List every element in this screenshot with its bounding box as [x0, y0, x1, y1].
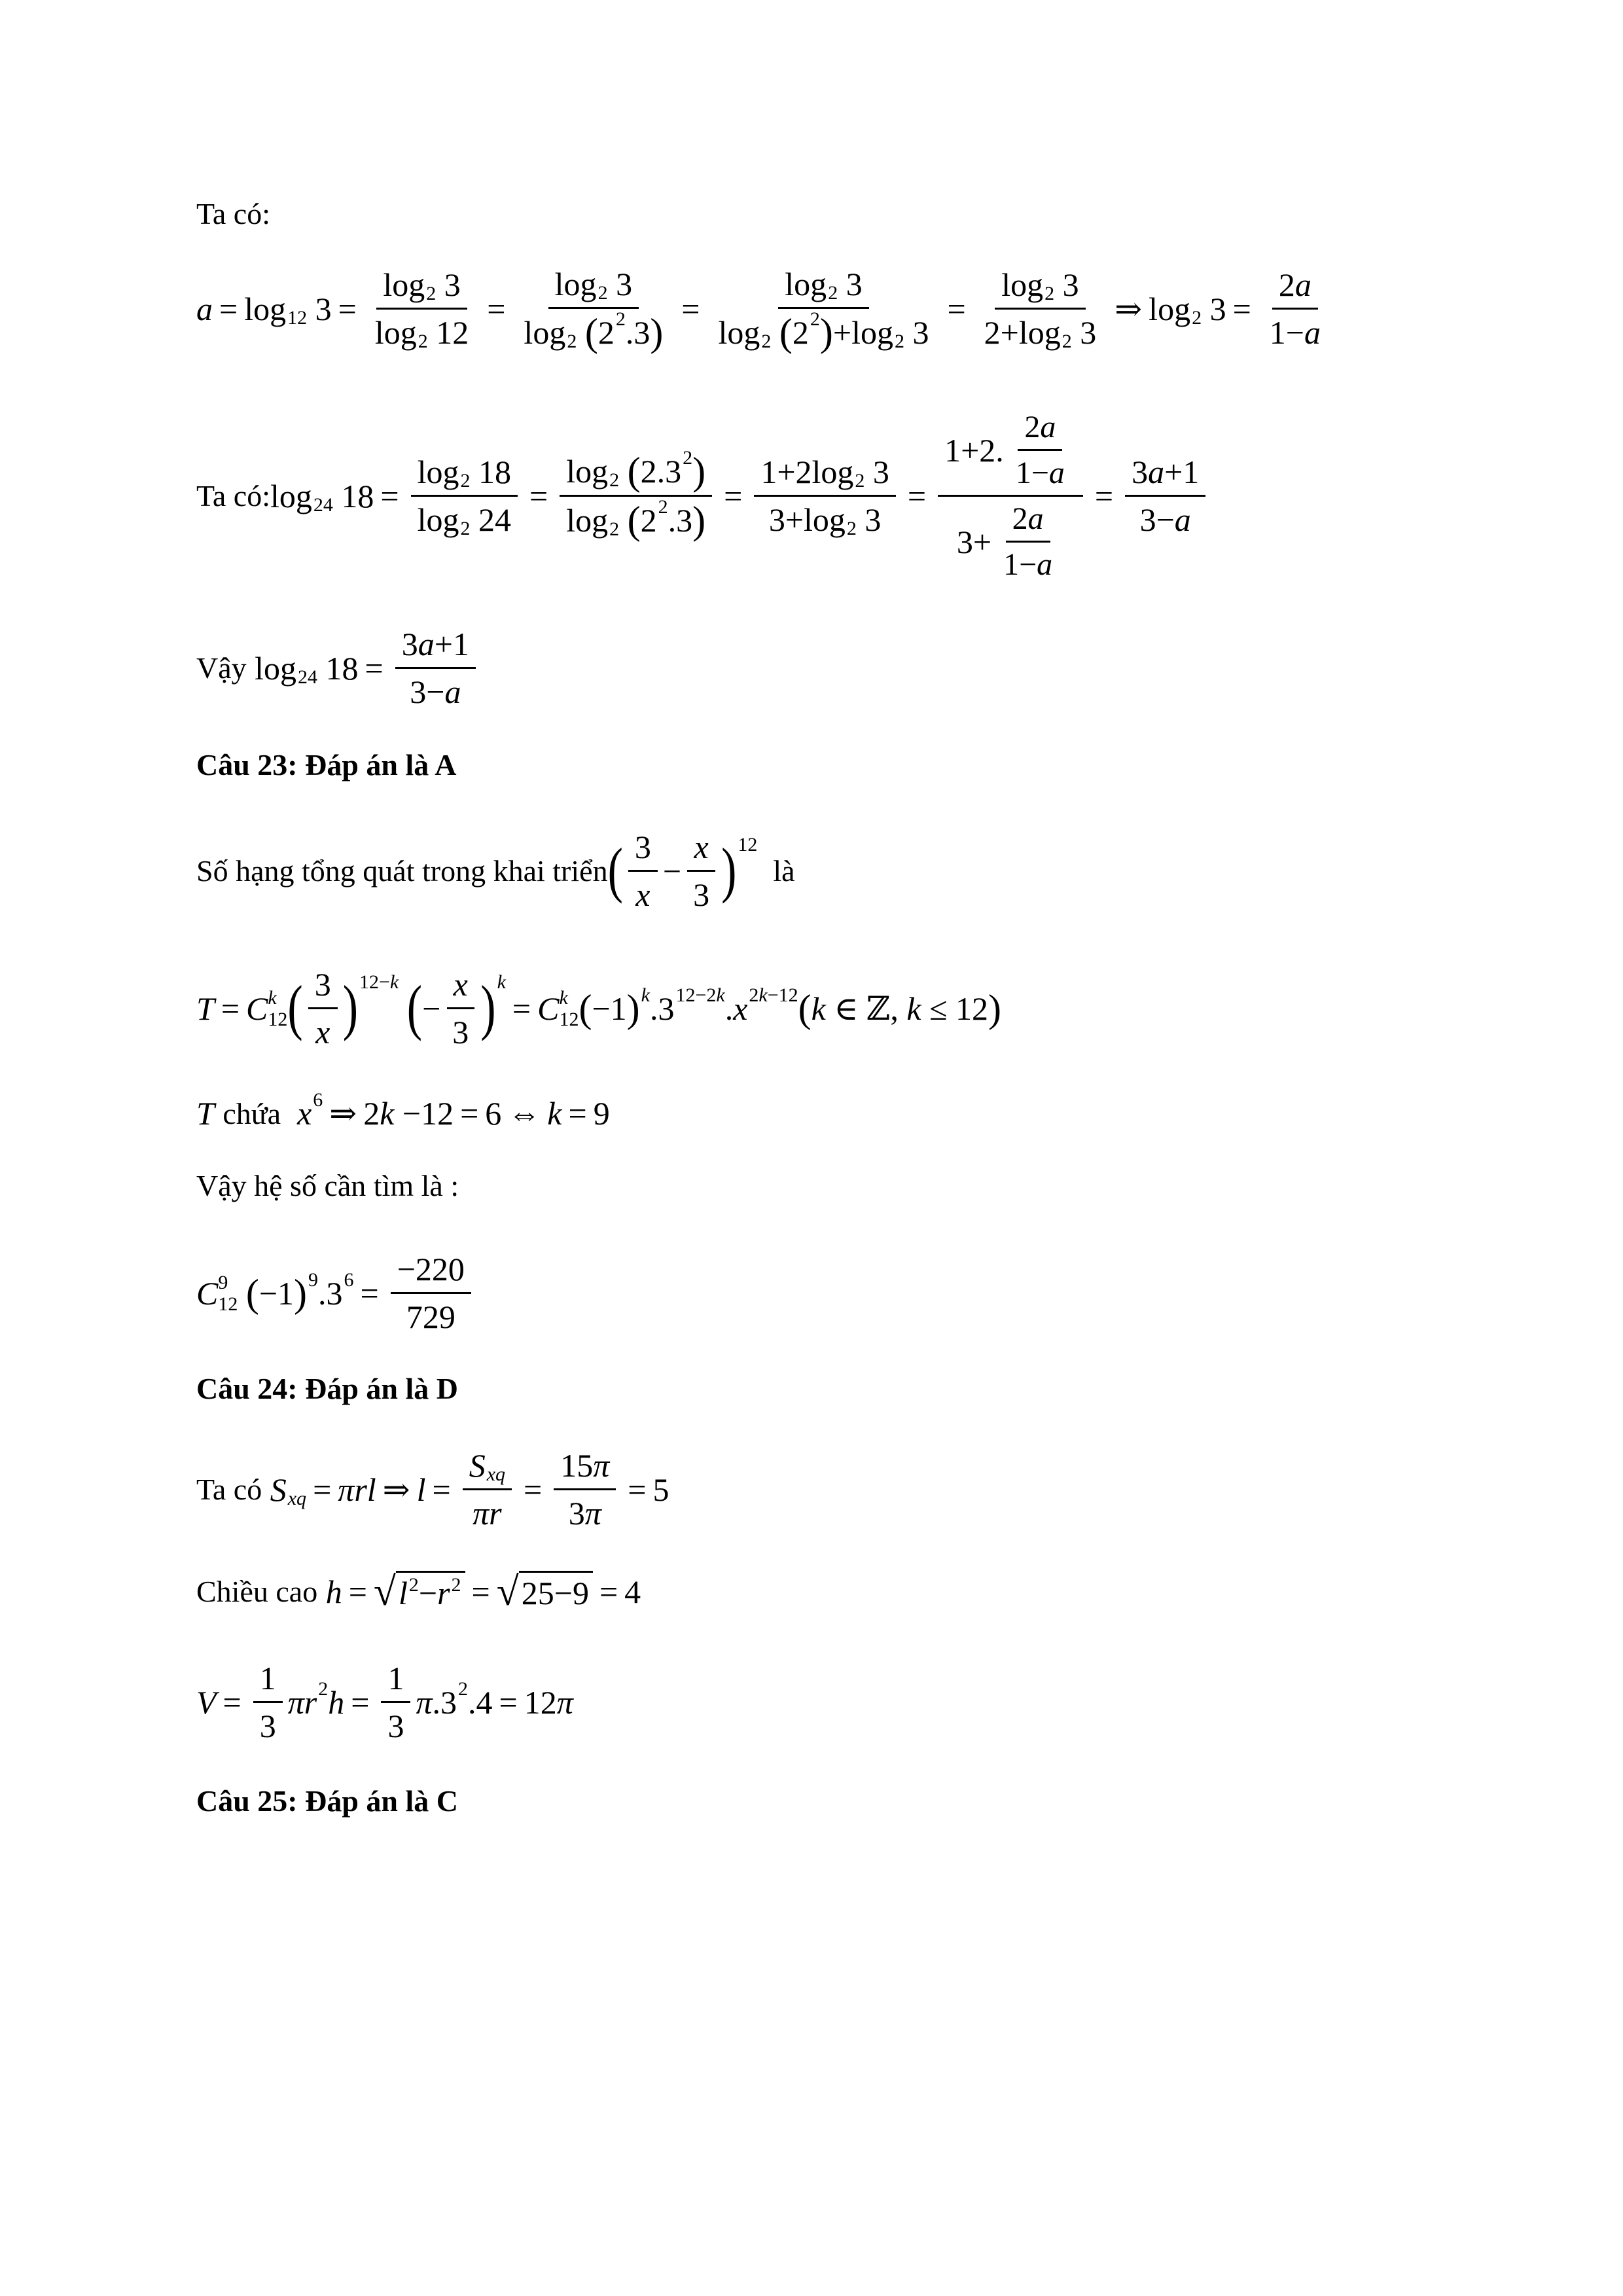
math-expression: a = log 12 3 = log 2 3 log 2 12 = log 2 3 log 2 ( 2 2 .3 ) = log 2 3 log 2 ( 2 2 ) +log 2 3 = log 2 3 2+log 2 3 ⇒ log 2 3 = 2 a 1− a [196, 266, 1321, 354]
equation-volume [196, 1659, 573, 1745]
math-expression: h = √ $l^2-r^2$ = √ 25−9 = 4 [325, 1570, 641, 1614]
equation-coefficient [196, 1250, 476, 1336]
math-expression: T = C k 12 ( $\frac{3}{x}$ ) 12−k ( − $\frac{x}{3}$ ) k = C k 12 ( −1 ) k .3 12−2k . x 2k−12 ( k ∈ ℤ, k ≤ 12 ) [196, 966, 1002, 1050]
text-so-hang [196, 828, 795, 914]
math-expression: log 24 18 = log 2 18 log 2 24 = log 2 ( 2.3 2 ) log 2 ( 2 2 .3 ) = 1+2log 2 3 3+log 2 3 = 1+2. 2 a 1− a 3+ 2 a 1− a = 3 a +1 3− a [270, 409, 1211, 583]
equation-log24-18 [196, 409, 1211, 583]
math-expression: log 24 18 = 3 a +1 3− a [247, 625, 481, 711]
chieu-cao-text: Chiều cao [196, 1575, 318, 1608]
question-heading: Câu 23: Đáp án là A [196, 748, 457, 781]
math-expression: T [196, 1095, 215, 1132]
text-line-ta-co-1 [196, 196, 270, 231]
ta-co-label-3: Ta có [196, 1473, 262, 1506]
equation-sxq [196, 1446, 669, 1532]
vay-he-so-text: Vậy hệ số cần tìm là : [196, 1169, 459, 1202]
math-expression: V = $\frac{1}{3}$ πr 2 h = $\frac{1}{3}$ π .3 2 .4 = 12 π [196, 1660, 573, 1744]
ta-co-label: Ta có: [196, 197, 271, 230]
so-hang-text: Số hạng tổng quát trong khai triển [196, 854, 608, 888]
equation-vay-log24-18 [196, 625, 481, 711]
text-vay-he-so [196, 1168, 459, 1203]
vay-label: Vậy [196, 651, 247, 685]
chua-text: chứa [223, 1096, 281, 1130]
math-expression: C 9 12 ( −1 ) 9 .3 6 = $\frac{-220}{729}$ [196, 1250, 476, 1336]
equation-t-chua [196, 1089, 610, 1132]
la-text: là [773, 854, 795, 888]
question-heading: Câu 25: Đáp án là C [196, 1784, 459, 1818]
heading-cau-24 [196, 1371, 458, 1406]
question-heading: Câu 24: Đáp án là D [196, 1372, 459, 1405]
math-expression: ( $\frac{3}{x}$ − $\frac{x}{3}$ ) 12 [607, 829, 758, 913]
math-expression: S xq = πrl ⇒ l = S xq πr = 15 π 3 π = 5 [270, 1447, 669, 1532]
ta-co-label-2: Ta có: [196, 479, 271, 512]
equation-height [196, 1571, 641, 1612]
heading-cau-23 [196, 747, 456, 782]
heading-cau-25 [196, 1784, 458, 1818]
math-expression-2: x 6 ⇒ 2 k −12 = 6 ⇔ k = 9 [297, 1089, 610, 1132]
equation-log12-3 [196, 265, 1332, 352]
equation-general-term [196, 965, 1001, 1051]
